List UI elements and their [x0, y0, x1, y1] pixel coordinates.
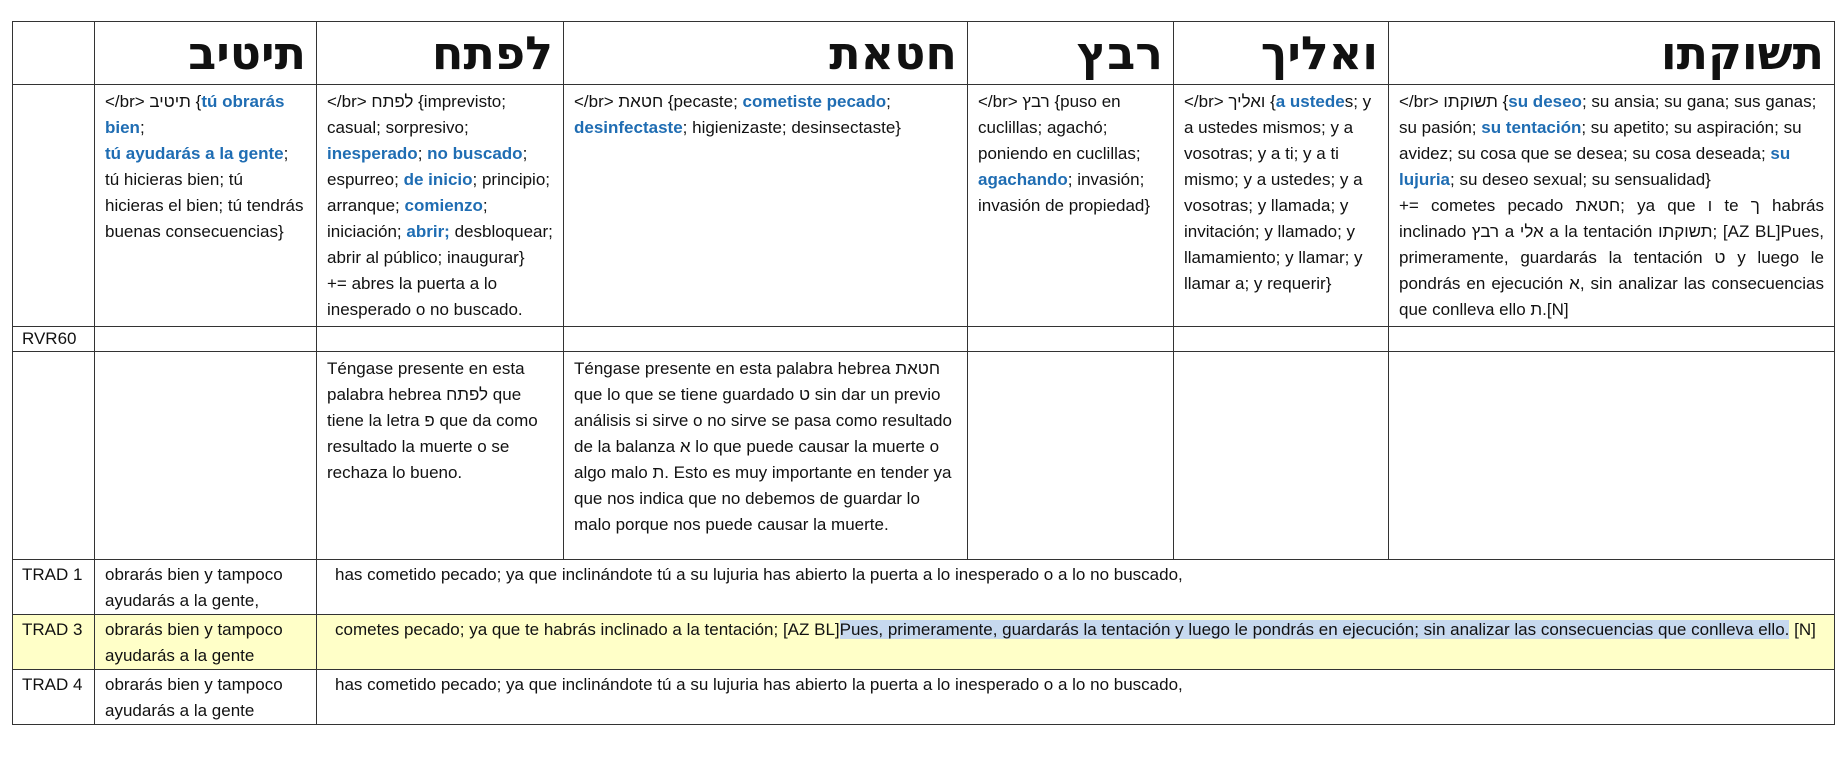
trad1-text: has cometido pecado; ya que inclinándote tú a su lujuria has abierto la puerta a lo inesperado o a lo no buscado,: [317, 560, 1835, 615]
def-keyword: no buscado: [427, 144, 523, 163]
def-keyword: tú obrarás bien: [105, 92, 285, 137]
def-text: desbloquear; abrir al público; inaugurar}: [327, 222, 553, 267]
trad4-row: [13, 670, 1835, 725]
trad3-label: TRAD 3: [13, 615, 95, 670]
def-keyword: su lujuria: [1399, 144, 1791, 189]
def-text: ; su ansia; su gana; sus ganas; su pasión;: [1399, 92, 1817, 137]
trad3-text: cometes pecado; ya que te habrás inclinado a la tentación; [AZ BL]: [335, 620, 840, 639]
header-word-5: ואליך: [1174, 22, 1389, 85]
note-cell-3: Téngase presente en esta palabra hebrea חטאת que lo que se tiene guardado ט sin dar un previo análisis si sirve o no sirve se pasa como resultado de la balanza א lo que puede causar la muerte o algo malo ת. Esto es muy importante en tender ya que nos indica que no debemos de guardar lo malo porque nos puede causar la muerte.: [564, 352, 968, 560]
header-word-2: לפתח: [317, 22, 564, 85]
def-text: </br> תיטיב {: [105, 92, 202, 111]
def-text: ; principio; arranque;: [327, 170, 551, 215]
definition-cell-3: [564, 85, 968, 327]
header-word-3: חטאת: [564, 22, 968, 85]
trad1-row: [13, 560, 1835, 615]
definition-cell-5: [1174, 85, 1389, 327]
def-keyword: abrir;: [406, 222, 450, 241]
definition-cell-6: [1389, 85, 1835, 327]
def-keyword: inesperado: [327, 144, 418, 163]
rvr60-label: RVR60: [13, 327, 95, 352]
trad1-col1: obrarás bien y tampoco ayudarás a la gente,: [95, 560, 317, 615]
def-keyword: comienzo: [404, 196, 483, 215]
def-text: ; su apetito; su aspiración; su avidez; su cosa que se desea; su cosa deseada;: [1399, 118, 1802, 163]
trad3-col1: obrarás bien y tampoco ayudarás a la gente: [95, 615, 317, 670]
def-keyword: su deseo: [1508, 92, 1582, 111]
header-row: [13, 22, 1835, 85]
note-cell-2: Téngase presente en esta palabra hebrea לפתח que tiene la letra פ que da como resultado la muerte o se rechaza lo bueno.: [317, 352, 564, 560]
def-text: ; higienizaste; desinsectaste}: [682, 118, 901, 137]
def-text: ;: [139, 118, 145, 137]
notes-cell: [1389, 352, 1835, 560]
corner-cell: [13, 22, 95, 85]
trad1-label: TRAD 1: [13, 560, 95, 615]
trad3-row: [13, 615, 1835, 670]
trad4-label: TRAD 4: [13, 670, 95, 725]
def-keyword: tú ayudarás a la gente: [105, 144, 284, 163]
definition-cell-4: [968, 85, 1174, 327]
definition-cell-2: [317, 85, 564, 327]
def-text: </br> ואליך {: [1184, 92, 1276, 111]
def-translation: += cometes pecado חטאת; ya que ו te ך habrás inclinado רבץ a אלי a la tentación תשוקתו; [AZ BL]Pues, primeramente, guardarás la tentación ט y luego le pondrás en ejecución א, sin analizar las consecuencias que conlleva ello ת.[N]: [1399, 196, 1825, 319]
def-text: ; espurreo;: [327, 144, 528, 189]
def-text: ; su deseo sexual; su sensualidad}: [1450, 170, 1711, 189]
def-text: ;: [417, 144, 423, 163]
notes-cell: [968, 352, 1174, 560]
def-text: ; tú hicieras bien; tú hicieras el bien; tú tendrás buenas consecuencias}: [105, 144, 304, 241]
def-keyword: agachando: [978, 170, 1068, 189]
trad4-col1: obrarás bien y tampoco ayudarás a la gente: [95, 670, 317, 725]
def-text: </br> תשוקתו {: [1399, 92, 1509, 111]
rvr60-cell: [564, 327, 968, 352]
header-word-1: תיטיב: [95, 22, 317, 85]
trad4-text: has cometido pecado; ya que inclinándote tú a su lujuria has abierto la puerta a lo inesperado o a lo no buscado,: [317, 670, 1835, 725]
def-text: ; invasión; invasión de propiedad}: [978, 170, 1151, 215]
def-translation: += abres la puerta a lo inesperado o no buscado.: [327, 274, 523, 319]
interlinear-table: [12, 21, 1835, 725]
definitions-label-cell: [13, 85, 95, 327]
def-text: </br> חטאת {pecaste;: [574, 92, 738, 111]
def-keyword: cometiste pecado: [742, 92, 887, 111]
def-keyword: su tentación: [1481, 118, 1582, 137]
def-keyword: a ustede: [1275, 92, 1345, 111]
def-text: ;: [886, 92, 891, 111]
def-text: s; y a ustedes mismos; y a vosotras; y a ti; y a ti mismo; y a ustedes; y a vosotras; y llamada; y invitación; y llamado; y llamamiento; y llamar; y llamar a; y requerir}: [1184, 92, 1372, 293]
def-keyword: desinfectaste: [574, 118, 683, 137]
def-text: </br> לפתח {imprevisto; casual; sorpresivo;: [327, 92, 506, 137]
rvr60-cell: [95, 327, 317, 352]
header-word-4: רבץ: [968, 22, 1174, 85]
notes-row: [13, 352, 1835, 560]
def-keyword: de inicio: [403, 170, 473, 189]
def-text: ; iniciación;: [327, 196, 488, 241]
trad3-highlighted-text: Pues, primeramente, guardarás la tentación y luego le pondrás en ejecución; sin analizar las consecuencias que conlleva ello.: [839, 620, 1790, 639]
rvr60-cell: [1174, 327, 1389, 352]
rvr60-cell: [317, 327, 564, 352]
trad3-end-text: [N]: [1789, 620, 1816, 639]
notes-cell: [95, 352, 317, 560]
def-text: </br> רבץ {puso en cuclillas; agachó; poniendo en cuclillas;: [978, 92, 1141, 163]
definitions-row: [13, 85, 1835, 327]
notes-cell: [1174, 352, 1389, 560]
rvr60-cell: [968, 327, 1174, 352]
rvr60-cell: [1389, 327, 1835, 352]
trad3-text-cell: [317, 615, 1835, 670]
header-word-6: תשוקתו: [1389, 22, 1835, 85]
definition-cell-1: [95, 85, 317, 327]
rvr60-row: [13, 327, 1835, 352]
notes-cell: [13, 352, 95, 560]
